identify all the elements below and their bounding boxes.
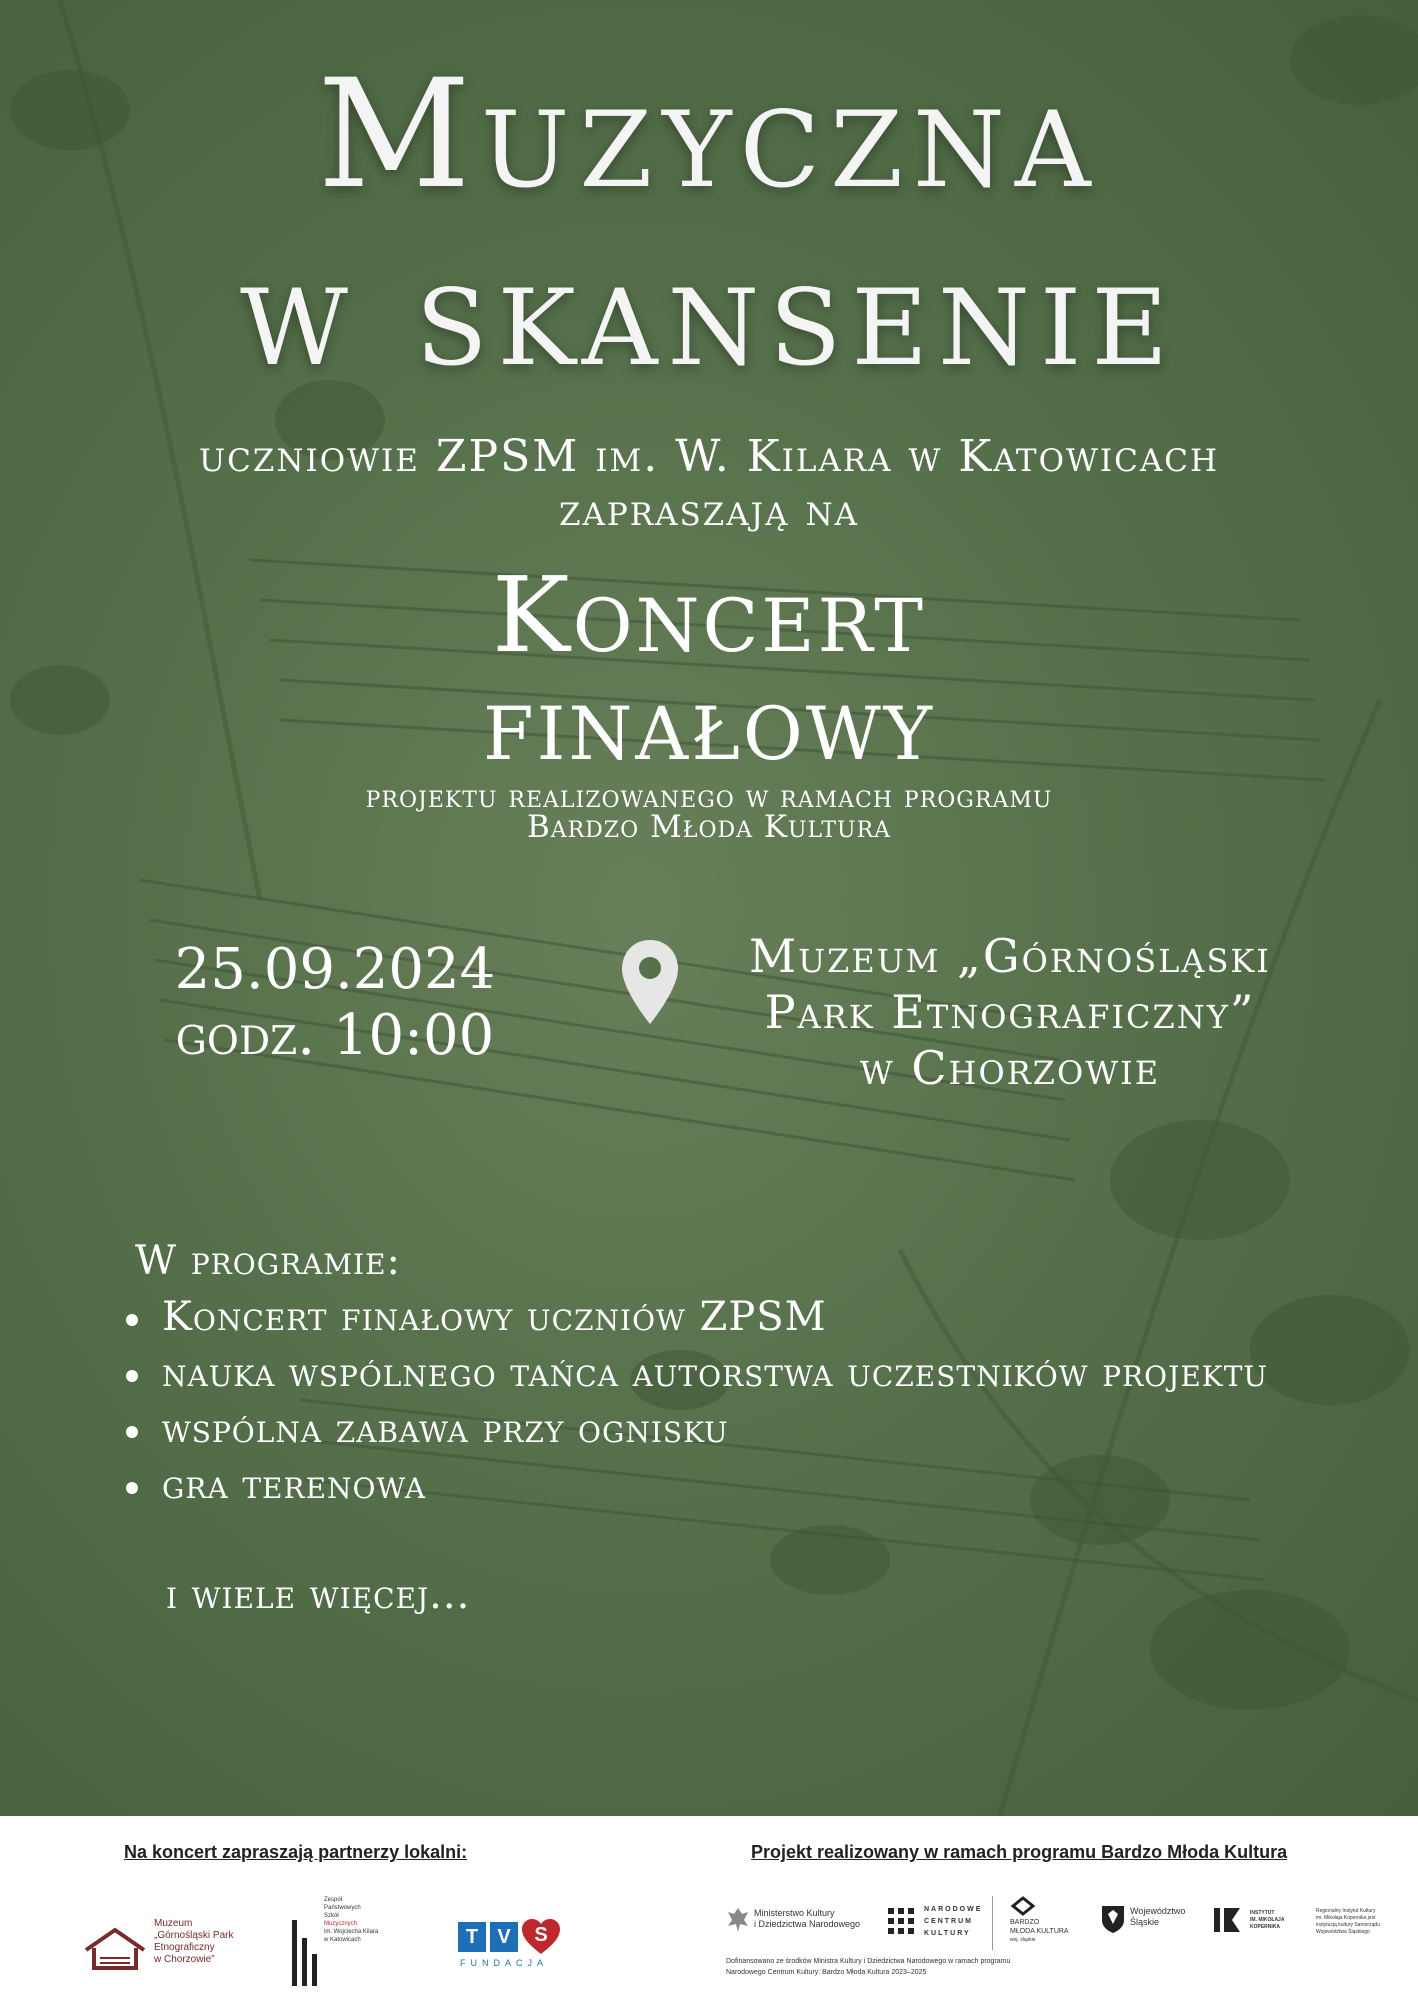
zpsm-logo-text: Państwowych (324, 1905, 361, 1911)
wojewodztwo-text: Śląskie (1130, 1917, 1160, 1927)
muzeum-logo-text: Muzeum (154, 1918, 193, 1929)
ministerstwo-text: i Dziedzictwa Narodowego (754, 1919, 861, 1929)
list-item: wspólna zabawa przy ognisku (120, 1406, 1350, 1452)
tvs-logo (458, 1918, 584, 1974)
bmk-mark-icon (1010, 1896, 1036, 1916)
operator-text: im. Mikołaja Kopernika jest (1316, 1915, 1376, 1921)
ministerstwo-logo (726, 1904, 876, 1940)
zpsm-logo-text: w Katowicach (324, 1937, 361, 1943)
bmk-text: woj. śląskie (1010, 1937, 1036, 1943)
project-line-2: Bardzo Młoda Kultura (526, 809, 892, 845)
venue-line-3: w Chorzowie (859, 1041, 1161, 1095)
zpsm-logo-text: im. Wojciecha Kilara (324, 1929, 379, 1935)
muzeum-logo-text: Etnograficzny (154, 1942, 215, 1953)
title-line-1: Muzyczna (317, 48, 1101, 222)
tvs-caption: FUNDACJA (460, 1958, 549, 1968)
eagle-icon (726, 1906, 750, 1934)
bmk-logo (1010, 1896, 1090, 1952)
footer-right-heading: Projekt realizowany w ramach programu Bardzo Młoda Kultura (751, 1842, 1288, 1862)
program-heading: W programie: (135, 1238, 402, 1284)
operator-text: instytucją kultury Samorządu (1316, 1922, 1380, 1928)
operator-text: Województwa Śląskiego (1316, 1929, 1370, 1935)
nck-mark-icon (886, 1906, 916, 1936)
instytut-text: INSTYTUT (1250, 1910, 1275, 1916)
operator-text: Regionalny Instytut Kultury (1316, 1908, 1376, 1914)
muzeum-logo-text: „Górnośląski Park (154, 1930, 234, 1941)
footer (0, 1816, 1418, 2000)
shield-icon (1100, 1904, 1126, 1934)
funding-note-line: Narodowego Centrum Kultury: Bardzo Młoda Kultura 2023–2025 (726, 1969, 927, 1976)
zpsm-mark-icon (290, 1918, 324, 1988)
invite-line-1: uczniowie ZPSM im. W. Kilara w Katowicach (199, 431, 1219, 482)
project-line-1: projektu realizowanego w ramach programu (365, 779, 1053, 815)
zpsm-logo-text: Zespół (324, 1897, 343, 1903)
invite-line-2: zapraszają na (559, 485, 859, 536)
zpsm-logo-text: Szkół (324, 1913, 339, 1919)
venue-line-2: Park Etnograficzny” (764, 985, 1256, 1039)
muzeum-logo (82, 1918, 262, 1978)
nck-text: NARODOWE (924, 1906, 983, 1913)
zpsm-logo-text: Muzycznych (324, 1921, 358, 1927)
house-icon (82, 1926, 148, 1972)
list-item: Koncert finałowy uczniów ZPSM (120, 1294, 1350, 1340)
instytut-logo (1212, 1904, 1312, 1940)
event-line-1: Koncert (492, 554, 926, 676)
bmk-text: MŁODA KULTURA (1010, 1928, 1069, 1935)
wojewodztwo-logo (1100, 1904, 1190, 1938)
title-line-2: w skansenie (239, 226, 1178, 400)
nck-logo (886, 1902, 986, 1942)
bmk-text: BARDZO (1010, 1919, 1040, 1926)
tvs-letter: S (534, 1924, 548, 1946)
zpsm-logo (290, 1896, 410, 1992)
funding-note (726, 1956, 1106, 1978)
event-time: godz. 10:00 (175, 1003, 495, 1068)
program-list (120, 1294, 1350, 1518)
footer-left-heading: Na koncert zapraszają partnerzy lokalni: (124, 1842, 468, 1862)
funding-note-line: Dofinansowano ze środków Ministra Kultury i Dziedzictwa Narodowego w ramach programu (726, 1958, 1011, 1965)
wojewodztwo-text: Województwo (1130, 1906, 1186, 1916)
venue-line-1: Muzeum „Górnośląski (749, 929, 1271, 983)
list-item: gra terenowa (120, 1462, 1350, 1508)
instytut-text: IM. MIKOŁAJA (1250, 1917, 1285, 1923)
operator-note (1316, 1908, 1406, 1936)
tvs-letter: T (458, 1922, 486, 1952)
tvs-letter: V (490, 1922, 518, 1952)
instytut-mark-icon (1212, 1904, 1242, 1934)
event-date: 25.09.2024 (174, 937, 496, 1002)
divider (992, 1896, 993, 1950)
event-line-2: finałowy (483, 662, 935, 784)
muzeum-logo-text: w Chorzowie” (154, 1954, 215, 1965)
nck-text: CENTRUM (924, 1918, 973, 1925)
ministerstwo-text: Ministerstwo Kultury (754, 1908, 835, 1918)
instytut-text: KOPERNIKA (1250, 1924, 1281, 1930)
list-item: nauka wspólnego tańca autorstwa uczestników projektu (120, 1350, 1350, 1396)
program-more: i wiele więcej... (166, 1572, 471, 1618)
nck-text: KULTURY (924, 1930, 971, 1937)
location-pin-icon (620, 938, 680, 1026)
